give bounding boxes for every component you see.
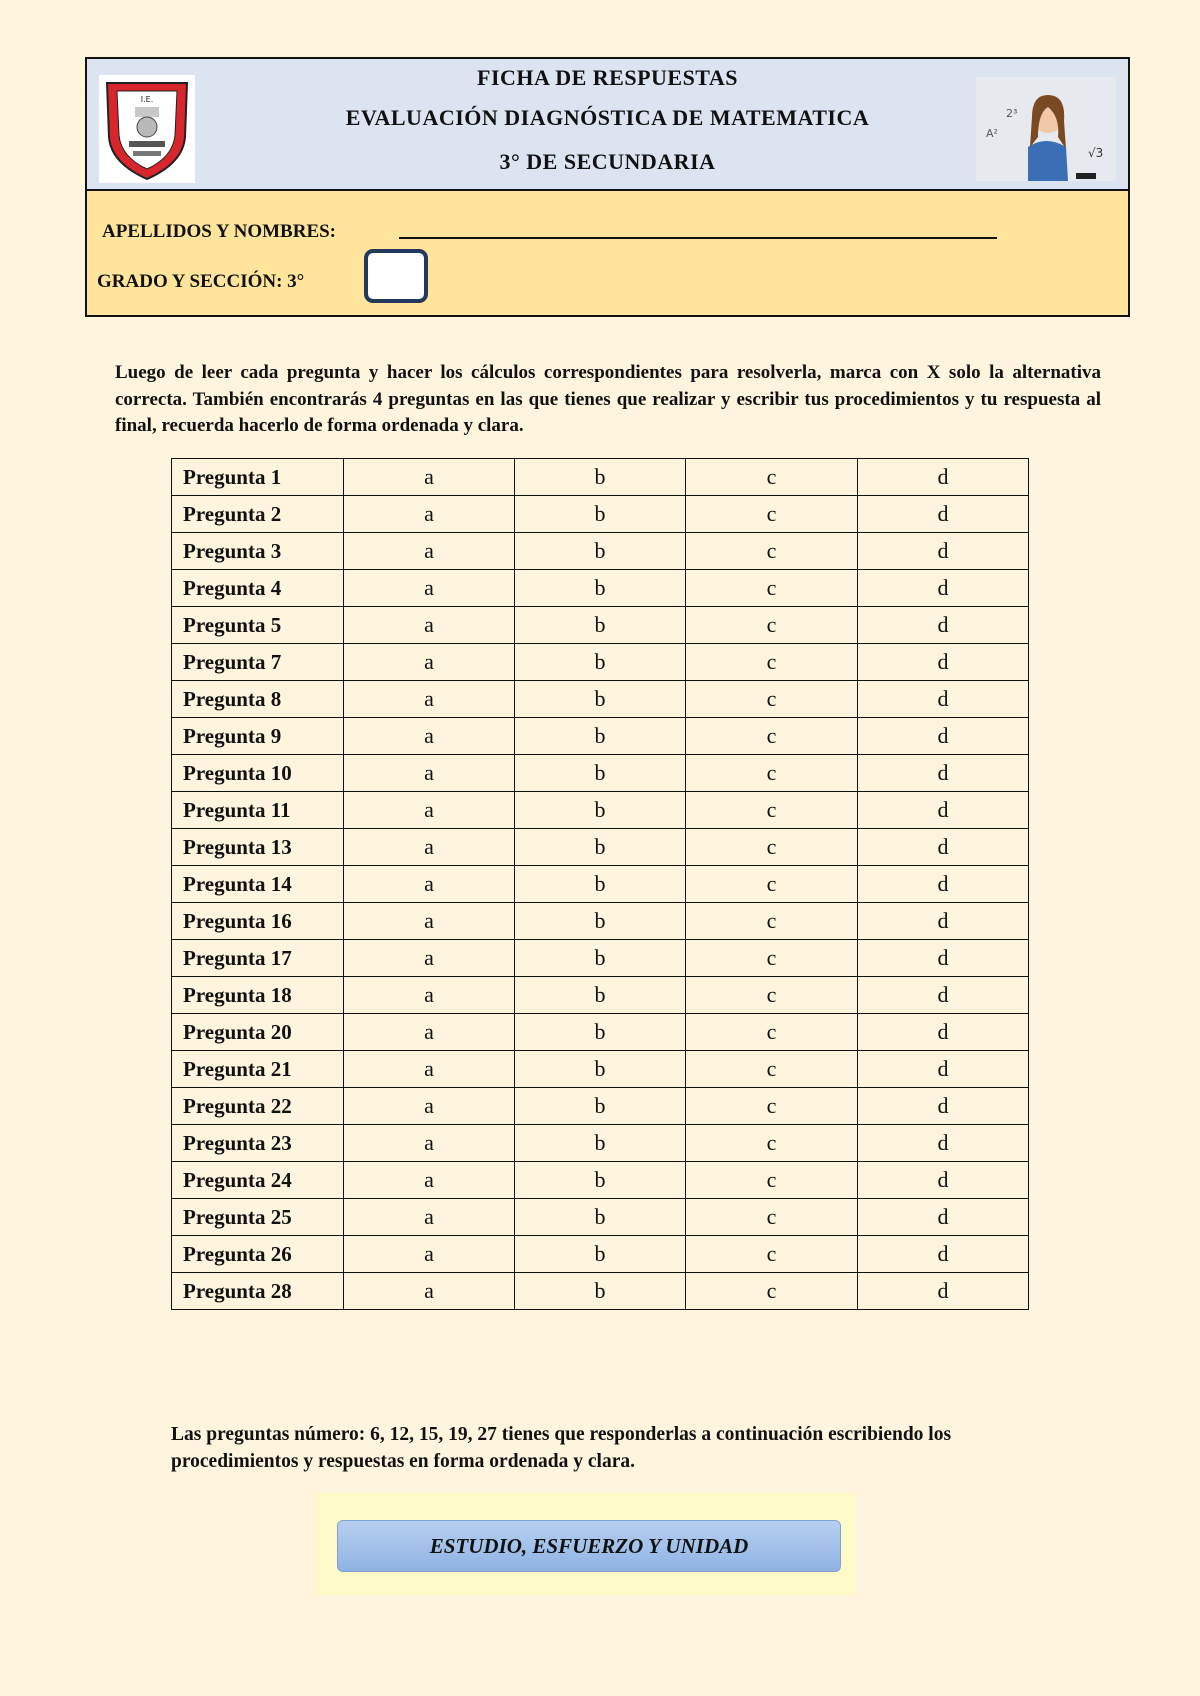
question-label: Pregunta 20 <box>172 1014 344 1051</box>
answer-option-a[interactable]: a <box>344 644 515 681</box>
question-label: Pregunta 17 <box>172 940 344 977</box>
question-label: Pregunta 13 <box>172 829 344 866</box>
question-label: Pregunta 25 <box>172 1199 344 1236</box>
answer-option-d[interactable]: d <box>858 718 1029 755</box>
answer-option-d[interactable]: d <box>858 903 1029 940</box>
answer-option-d[interactable]: d <box>858 1199 1029 1236</box>
answer-option-b[interactable]: b <box>515 1236 686 1273</box>
answer-sheet-header <box>85 57 1130 317</box>
answer-option-b[interactable]: b <box>515 792 686 829</box>
answer-option-c[interactable]: c <box>686 1014 858 1051</box>
header-title-band <box>87 59 1128 191</box>
table-row <box>172 977 1029 1014</box>
answer-option-b[interactable]: b <box>515 533 686 570</box>
crest-text: I.E. <box>140 95 154 104</box>
answer-option-c[interactable]: c <box>686 829 858 866</box>
answer-option-b[interactable]: b <box>515 1199 686 1236</box>
answer-option-b[interactable]: b <box>515 977 686 1014</box>
question-label: Pregunta 18 <box>172 977 344 1014</box>
question-label: Pregunta 7 <box>172 644 344 681</box>
answer-option-a[interactable]: a <box>344 1051 515 1088</box>
answer-option-a[interactable]: a <box>344 1014 515 1051</box>
answer-option-d[interactable]: d <box>858 607 1029 644</box>
answer-option-c[interactable]: c <box>686 1125 858 1162</box>
question-label: Pregunta 1 <box>172 459 344 496</box>
table-row <box>172 459 1029 496</box>
answer-option-b[interactable]: b <box>515 459 686 496</box>
answer-option-d[interactable]: d <box>858 1125 1029 1162</box>
answer-option-a[interactable]: a <box>344 533 515 570</box>
answer-option-c[interactable]: c <box>686 1088 858 1125</box>
table-row <box>172 1088 1029 1125</box>
photo-symbol-3: √3 <box>1088 146 1104 160</box>
answer-option-a[interactable]: a <box>344 1236 515 1273</box>
table-row <box>172 570 1029 607</box>
table-row <box>172 1162 1029 1199</box>
answer-option-c[interactable]: c <box>686 607 858 644</box>
question-label: Pregunta 2 <box>172 496 344 533</box>
answer-option-c[interactable]: c <box>686 1236 858 1273</box>
answer-option-b[interactable]: b <box>515 829 686 866</box>
question-label: Pregunta 24 <box>172 1162 344 1199</box>
answer-option-c[interactable]: c <box>686 496 858 533</box>
table-row <box>172 1014 1029 1051</box>
table-row <box>172 866 1029 903</box>
answer-option-b[interactable]: b <box>515 607 686 644</box>
answer-option-c[interactable]: c <box>686 940 858 977</box>
answer-option-c[interactable]: c <box>686 459 858 496</box>
table-row <box>172 940 1029 977</box>
answer-option-d[interactable]: d <box>858 977 1029 1014</box>
question-label: Pregunta 28 <box>172 1273 344 1310</box>
student-info-band <box>87 191 1128 315</box>
grade-section-label: GRADO Y SECCIÓN: 3° <box>97 271 305 292</box>
name-write-line[interactable] <box>399 237 997 239</box>
table-row <box>172 644 1029 681</box>
answer-option-a[interactable]: a <box>344 607 515 644</box>
student-math-photo <box>976 77 1116 181</box>
table-row <box>172 903 1029 940</box>
answer-option-a[interactable]: a <box>344 1273 515 1310</box>
school-crest-logo <box>99 75 195 183</box>
table-row <box>172 1236 1029 1273</box>
instructions-paragraph: Luego de leer cada pregunta y hacer los cálculos correspondientes para resolverla, marca con X solo la alternativa correcta. También encontrarás 4 preguntas en las que tienes que realizar y escribir tus procedimientos y tu respuesta al final, recuerda hacerlo de forma ordenada y clara. <box>115 362 1101 436</box>
answer-option-b[interactable]: b <box>515 570 686 607</box>
answer-option-c[interactable]: c <box>686 1051 858 1088</box>
table-row <box>172 1199 1029 1236</box>
answer-option-b[interactable]: b <box>515 903 686 940</box>
answer-option-d[interactable]: d <box>858 792 1029 829</box>
table-row <box>172 681 1029 718</box>
answer-option-a[interactable]: a <box>344 496 515 533</box>
table-row <box>172 496 1029 533</box>
answer-option-c[interactable]: c <box>686 792 858 829</box>
answer-option-d[interactable]: d <box>858 644 1029 681</box>
answer-option-a[interactable]: a <box>344 903 515 940</box>
answer-option-a[interactable]: a <box>344 570 515 607</box>
answer-option-c[interactable]: c <box>686 903 858 940</box>
question-label: Pregunta 3 <box>172 533 344 570</box>
question-label: Pregunta 23 <box>172 1125 344 1162</box>
answer-option-d[interactable]: d <box>858 1162 1029 1199</box>
answer-option-c[interactable]: c <box>686 977 858 1014</box>
question-label: Pregunta 11 <box>172 792 344 829</box>
table-row <box>172 1125 1029 1162</box>
answer-option-b[interactable]: b <box>515 718 686 755</box>
question-label: Pregunta 4 <box>172 570 344 607</box>
answer-option-c[interactable]: c <box>686 533 858 570</box>
answer-option-b[interactable]: b <box>515 681 686 718</box>
answer-option-d[interactable]: d <box>858 1236 1029 1273</box>
table-row <box>172 607 1029 644</box>
answer-option-a[interactable]: a <box>344 1125 515 1162</box>
answer-option-b[interactable]: b <box>515 644 686 681</box>
question-label: Pregunta 8 <box>172 681 344 718</box>
name-label: APELLIDOS Y NOMBRES: <box>102 221 337 242</box>
answer-option-b[interactable]: b <box>515 1014 686 1051</box>
answer-option-a[interactable]: a <box>344 792 515 829</box>
answer-option-a[interactable]: a <box>344 977 515 1014</box>
answer-option-c[interactable]: c <box>686 755 858 792</box>
answer-option-d[interactable]: d <box>858 533 1029 570</box>
table-row <box>172 1051 1029 1088</box>
answer-option-a[interactable]: a <box>344 755 515 792</box>
answer-option-d[interactable]: d <box>858 570 1029 607</box>
answer-option-c[interactable]: c <box>686 718 858 755</box>
question-label: Pregunta 22 <box>172 1088 344 1125</box>
answer-option-a[interactable]: a <box>344 866 515 903</box>
question-label: Pregunta 16 <box>172 903 344 940</box>
table-row <box>172 792 1029 829</box>
answer-option-c[interactable]: c <box>686 644 858 681</box>
answer-option-d[interactable]: d <box>858 1051 1029 1088</box>
question-label: Pregunta 26 <box>172 1236 344 1273</box>
question-label: Pregunta 14 <box>172 866 344 903</box>
grade-title: 3° DE SECUNDARIA <box>499 149 716 174</box>
answer-option-b[interactable]: b <box>515 1125 686 1162</box>
answer-option-a[interactable]: a <box>344 829 515 866</box>
answer-option-d[interactable]: d <box>858 940 1029 977</box>
answer-option-a[interactable]: a <box>344 1162 515 1199</box>
answer-option-d[interactable]: d <box>858 681 1029 718</box>
answer-option-b[interactable]: b <box>515 1273 686 1310</box>
table-row <box>172 718 1029 755</box>
question-label: Pregunta 9 <box>172 718 344 755</box>
answer-option-c[interactable]: c <box>686 570 858 607</box>
answer-table <box>171 458 1029 1310</box>
answer-option-d[interactable]: d <box>858 755 1029 792</box>
answer-option-d[interactable]: d <box>858 1088 1029 1125</box>
table-row <box>172 1273 1029 1310</box>
question-label: Pregunta 5 <box>172 607 344 644</box>
table-row <box>172 533 1029 570</box>
answer-option-b[interactable]: b <box>515 1088 686 1125</box>
answer-option-a[interactable]: a <box>344 681 515 718</box>
answer-option-a[interactable]: a <box>344 1088 515 1125</box>
answer-option-b[interactable]: b <box>515 866 686 903</box>
answer-option-b[interactable]: b <box>515 1051 686 1088</box>
answer-option-c[interactable]: c <box>686 1162 858 1199</box>
photo-symbol-1: A² <box>986 127 998 140</box>
answer-option-c[interactable]: c <box>686 1273 858 1310</box>
photo-symbol-2: 2³ <box>1006 107 1018 120</box>
motto-banner: ESTUDIO, ESFUERZO Y UNIDAD <box>337 1520 841 1572</box>
exam-title: EVALUACIÓN DIAGNÓSTICA DE MATEMATICA <box>345 105 870 130</box>
answer-option-b[interactable]: b <box>515 496 686 533</box>
answer-option-a[interactable]: a <box>344 940 515 977</box>
answer-option-d[interactable]: d <box>858 459 1029 496</box>
answer-option-d[interactable]: d <box>858 866 1029 903</box>
answer-option-d[interactable]: d <box>858 829 1029 866</box>
question-label: Pregunta 21 <box>172 1051 344 1088</box>
answer-option-b[interactable]: b <box>515 940 686 977</box>
answer-option-b[interactable]: b <box>515 1162 686 1199</box>
answer-option-c[interactable]: c <box>686 1199 858 1236</box>
table-row <box>172 755 1029 792</box>
answer-option-c[interactable]: c <box>686 866 858 903</box>
question-label: Pregunta 10 <box>172 755 344 792</box>
sheet-title: FICHA DE RESPUESTAS <box>477 65 738 90</box>
answer-option-c[interactable]: c <box>686 681 858 718</box>
answer-option-a[interactable]: a <box>344 1199 515 1236</box>
table-row <box>172 829 1029 866</box>
answer-option-b[interactable]: b <box>515 755 686 792</box>
open-questions-note: Las preguntas número: 6, 12, 15, 19, 27 tienes que responderlas a continuación escribiendo los procedimientos y respuestas en forma ordenada y clara. <box>171 1424 952 1472</box>
answer-option-d[interactable]: d <box>858 496 1029 533</box>
answer-option-d[interactable]: d <box>858 1014 1029 1051</box>
section-input-box[interactable] <box>364 249 428 303</box>
answer-option-d[interactable]: d <box>858 1273 1029 1310</box>
answer-option-a[interactable]: a <box>344 459 515 496</box>
answer-option-a[interactable]: a <box>344 718 515 755</box>
